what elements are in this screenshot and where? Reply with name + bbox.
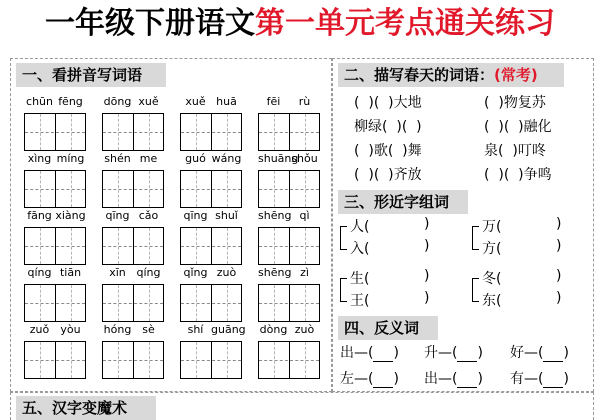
pinyin-syllable: guāng [211,323,246,336]
grid-guide [149,228,150,264]
antonym-item [340,342,399,362]
grid-guide [118,228,119,264]
grid-guide [118,114,119,150]
pinyin-syllable: zuǒ [29,323,50,336]
writing-grid [258,170,320,208]
similar-char: 方( [482,241,502,257]
writing-grid [24,284,86,322]
grid-midline [259,189,319,190]
pinyin-syllable: míng [56,152,85,165]
grid-guide [305,228,306,264]
pinyin-syllable: shǒu [291,152,318,165]
close-paren: ) [556,290,562,306]
antonym-close: ) [563,345,569,361]
writing-grid [180,341,242,379]
title-red: 第一单元考点通关练习 [255,6,555,41]
writing-grid [180,227,242,265]
antonym-word: 升—( [424,345,458,361]
close-paren: ) [556,216,562,232]
pinyin-text [258,95,320,111]
close-paren: ) [424,268,430,284]
grid-guide [274,342,275,378]
grid-guide [40,114,41,150]
pinyin-syllable: yòu [60,323,81,336]
antonym-blank [543,345,563,362]
grid-guide [196,114,197,150]
grid-midline [181,189,241,190]
grid-guide [71,171,72,207]
writing-grid [180,170,242,208]
writing-grid [102,170,164,208]
pinyin-syllable: cǎo [138,209,159,222]
antonym-close: ) [477,345,483,361]
writing-grid [180,284,242,322]
writing-grid [24,170,86,208]
pinyin-syllable: qíng [27,266,52,279]
antonym-close: ) [393,371,399,387]
pinyin-syllable: shuǐ [215,209,238,222]
grid-guide [71,228,72,264]
grid-midline [103,246,163,247]
bracket [340,278,347,302]
pinyin-text [102,209,164,225]
section-similar-heading: 三、形近字组词 [338,190,468,214]
bracket [472,226,479,250]
pinyin-syllable: shēng [258,209,292,222]
grid-guide [227,114,228,150]
spring-tag: (常考) [494,66,538,84]
grid-guide [118,285,119,321]
similar-char: 人( [350,219,370,235]
pinyin-text [180,266,242,282]
antonym-word: 有—( [510,371,544,387]
spring-blank: ( )物复苏 [484,95,546,111]
antonym-item [510,342,569,362]
pinyin-syllable: xuě [138,95,159,108]
pinyin-syllable: dòng [259,323,288,336]
pinyin-syllable: xīn [109,266,126,279]
bracket [340,226,347,250]
pinyin-syllable: shuāng [258,152,299,165]
spring-heading-text: 二、描写春天的词语： [344,66,495,84]
spring-blank: ( )歌( )舞 [354,143,422,159]
pinyin-text [24,95,86,111]
pinyin-syllable: xiàng [55,209,86,222]
pinyin-syllable: xìng [27,152,52,165]
antonym-word: 出—( [340,345,374,361]
writing-grid [102,341,164,379]
pinyin-syllable: dōng [103,95,132,108]
similar-char: 万( [482,219,502,235]
section-pinyin-heading: 一、看拼音写词语 [16,63,166,87]
pinyin-syllable: qīng [183,209,208,222]
grid-midline [25,246,85,247]
grid-guide [274,285,275,321]
pinyin-text [102,95,164,111]
grid-guide [227,228,228,264]
section-spring-heading [338,63,564,87]
pinyin-syllable: zì [300,266,309,279]
writing-grid [24,227,86,265]
section-magic-heading: 五、汉字变魔术 [16,396,156,420]
writing-grid [102,113,164,151]
grid-guide [274,171,275,207]
writing-grid [102,227,164,265]
grid-guide [227,342,228,378]
grid-guide [40,171,41,207]
antonym-item [424,342,483,362]
grid-midline [259,360,319,361]
grid-guide [196,342,197,378]
title-black: 一年级下册语文 [45,6,255,41]
page-title [0,0,600,48]
antonym-blank [457,371,477,388]
grid-midline [181,303,241,304]
grid-guide [40,228,41,264]
similar-char: 生( [350,271,370,287]
similar-char: 东( [482,293,502,309]
pinyin-text [258,323,320,339]
pinyin-text [24,209,86,225]
pinyin-text [180,209,242,225]
bracket [472,278,479,302]
grid-midline [103,189,163,190]
antonym-item [424,368,483,388]
grid-guide [305,342,306,378]
pinyin-syllable: tiān [59,266,82,279]
pinyin-syllable: fēi [266,95,281,108]
grid-guide [71,285,72,321]
pinyin-syllable: fēng [58,95,83,108]
pinyin-text [180,323,246,339]
close-paren: ) [424,216,430,232]
grid-guide [227,285,228,321]
grid-midline [181,360,241,361]
pinyin-text [180,95,242,111]
grid-guide [305,171,306,207]
grid-guide [71,342,72,378]
similar-char: 入( [350,241,370,257]
pinyin-text [102,266,164,282]
grid-guide [149,285,150,321]
grid-guide [274,114,275,150]
grid-midline [259,246,319,247]
grid-guide [305,285,306,321]
close-paren: ) [424,238,430,254]
pinyin-syllable: qīng [105,209,130,222]
grid-guide [149,171,150,207]
grid-midline [25,303,85,304]
pinyin-syllable: shēng [258,266,292,279]
antonym-word: 出—( [424,371,458,387]
antonym-item [340,368,399,388]
grid-midline [25,189,85,190]
antonym-blank [373,345,393,362]
grid-guide [196,171,197,207]
close-paren: ) [556,268,562,284]
writing-grid [24,113,86,151]
grid-midline [181,246,241,247]
writing-grid [24,341,86,379]
writing-grid [258,113,320,151]
pinyin-syllable: wáng [211,152,242,165]
pinyin-text [102,323,164,339]
pinyin-text [24,323,86,339]
grid-guide [40,285,41,321]
pinyin-text [258,209,320,225]
pinyin-syllable: shén [104,152,131,165]
grid-guide [274,228,275,264]
grid-guide [149,342,150,378]
antonym-blank [373,371,393,388]
antonym-close: ) [477,371,483,387]
grid-guide [118,171,119,207]
pinyin-syllable: chūn [26,95,53,108]
pinyin-syllable: fāng [27,209,52,222]
antonym-close: ) [563,371,569,387]
pinyin-syllable: me [139,152,158,165]
pinyin-syllable: zuò [294,323,315,336]
pinyin-syllable: huā [216,95,237,108]
pinyin-text [102,152,164,168]
similar-char: 王( [350,293,370,309]
similar-char: 冬( [482,271,502,287]
grid-midline [103,360,163,361]
section-antonym-heading: 四、反义词 [338,316,438,340]
grid-midline [259,303,319,304]
pinyin-text [24,266,86,282]
grid-guide [149,114,150,150]
spring-blank: 泉( )叮咚 [484,143,546,159]
grid-guide [71,114,72,150]
writing-grid [258,341,320,379]
pinyin-syllable: shí [187,323,204,336]
pinyin-syllable: qǐng [183,266,208,279]
grid-midline [181,132,241,133]
antonym-item [510,368,569,388]
close-paren: ) [424,290,430,306]
pinyin-text [180,152,242,168]
antonym-word: 好—( [510,345,544,361]
grid-midline [25,360,85,361]
writing-grid [180,113,242,151]
spring-blank: ( )( )大地 [354,95,422,111]
grid-midline [103,132,163,133]
grid-guide [40,342,41,378]
grid-guide [305,114,306,150]
antonym-word: 左—( [340,371,374,387]
antonym-close: ) [393,345,399,361]
pinyin-syllable: sè [142,323,155,336]
pinyin-text [258,266,320,282]
spring-blank: 柳绿( )( ) [354,119,422,135]
spring-blank: ( )( )融化 [484,119,552,135]
pinyin-syllable: zuò [216,266,237,279]
close-paren: ) [556,238,562,254]
pinyin-text [24,152,86,168]
pinyin-text [258,152,320,168]
writing-grid [258,284,320,322]
pinyin-syllable: rù [298,95,311,108]
spring-blank: ( )( )争鸣 [484,167,552,183]
antonym-blank [457,345,477,362]
pinyin-syllable: guó [185,152,206,165]
grid-guide [196,228,197,264]
grid-midline [25,132,85,133]
antonym-blank [543,371,563,388]
grid-guide [196,285,197,321]
grid-midline [103,303,163,304]
pinyin-syllable: xuě [185,95,206,108]
grid-guide [227,171,228,207]
pinyin-syllable: hóng [103,323,132,336]
writing-grid [102,284,164,322]
spring-blank: ( )( )齐放 [354,167,422,183]
pinyin-syllable: qì [299,209,310,222]
writing-grid [258,227,320,265]
pinyin-syllable: qíng [136,266,161,279]
grid-midline [259,132,319,133]
grid-guide [118,342,119,378]
